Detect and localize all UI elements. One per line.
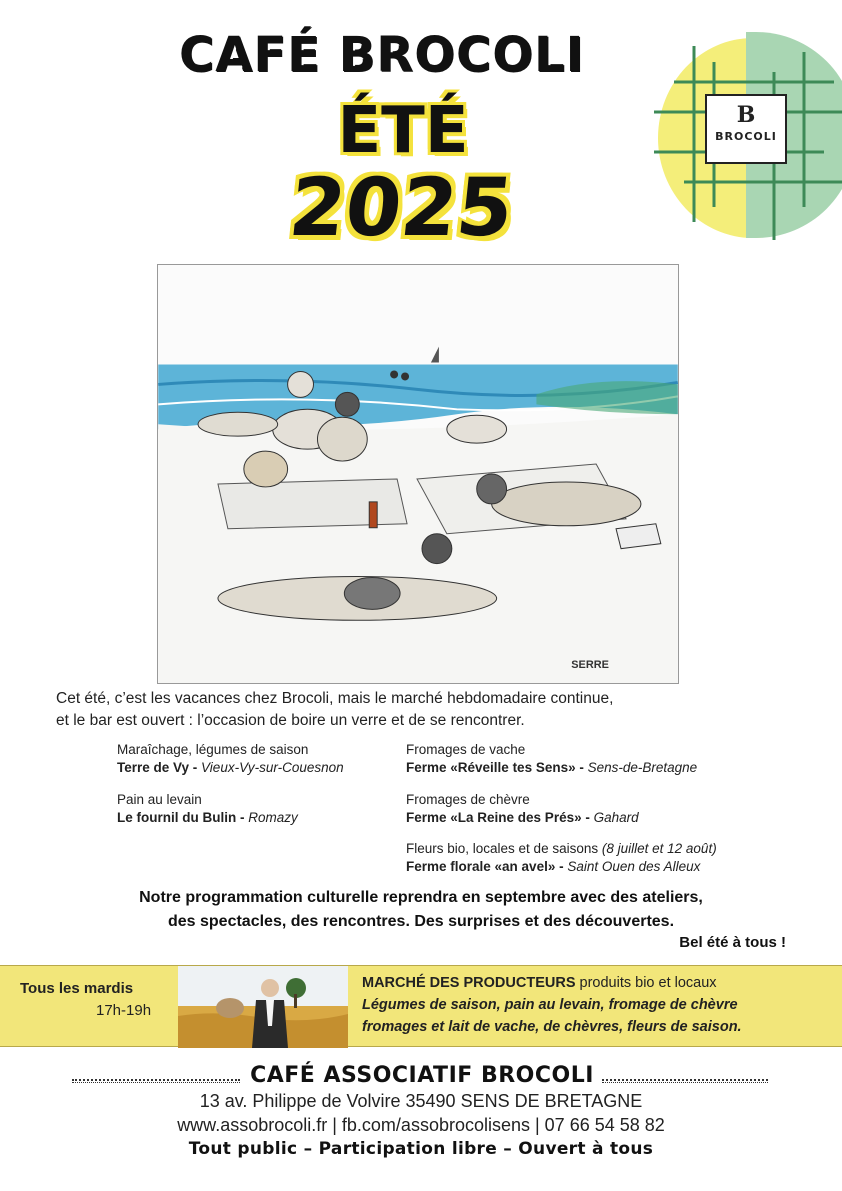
footer-address: 13 av. Philippe de Volvire 35490 SENS DE BRETAGNE	[199, 1091, 643, 1111]
producer-separator: -	[236, 810, 249, 825]
market-details	[362, 972, 832, 1038]
market-subtitle: produits bio et locaux	[575, 975, 717, 991]
market-photo-image	[178, 966, 348, 1048]
market-band	[0, 965, 842, 1047]
producer-name: Terre de Vy	[117, 760, 190, 775]
footer-title-block	[72, 1063, 768, 1089]
producer-name: Ferme «La Reine des Prés»	[406, 810, 582, 825]
producer-item	[406, 840, 766, 876]
brocoli-logo	[654, 32, 842, 240]
producer-separator: -	[581, 810, 594, 825]
market-hours: 17h-19h	[96, 1002, 152, 1019]
illustration-signature: SERRE	[571, 659, 609, 672]
producer-place: Sens-de-Bretagne	[587, 760, 698, 775]
announcement	[60, 886, 782, 934]
producer-name: Le fournil du Bulin	[117, 810, 237, 825]
producer-place: Gahard	[593, 810, 639, 825]
producer-type: Pain au levain	[117, 792, 202, 807]
producer-note: (8 juillet et 12 août)	[601, 841, 717, 856]
market-photo	[178, 966, 348, 1048]
logo-letter: B	[736, 102, 756, 128]
intro-line-1: Cet été, c’est les vacances chez Brocoli, mais le marché hebdomadaire continue,	[56, 690, 614, 707]
beach-drawing	[158, 265, 678, 683]
market-line-2: fromages et lait de vache, de chèvres, fleurs de saison.	[362, 1019, 742, 1035]
beach-illustration	[157, 264, 679, 684]
announcement-line-1: Notre programmation culturelle reprendra en septembre avec des ateliers,	[139, 889, 703, 906]
producer-separator: -	[555, 859, 568, 874]
producer-place: Vieux-Vy-sur-Couesnon	[201, 760, 344, 775]
producer-item	[406, 741, 766, 777]
footer-title: CAFÉ ASSOCIATIF BROCOLI	[250, 1063, 594, 1088]
producer-place: Saint Ouen des Alleux	[567, 859, 701, 874]
producer-name: Ferme «Réveille tes Sens»	[406, 760, 576, 775]
producer-type: Fromages de vache	[406, 742, 526, 757]
market-line-1: Légumes de saison, pain au levain, fromage de chèvre	[362, 997, 738, 1013]
logo-badge	[705, 94, 787, 164]
season-heading: ÉTÉ	[337, 94, 469, 168]
producer-separator: -	[189, 760, 202, 775]
footer-contacts: www.assobrocoli.fr | fb.com/assobrocolisens | 07 66 54 58 82	[177, 1115, 665, 1135]
footer-tagline: Tout public – Participation libre – Ouvert à tous	[188, 1139, 654, 1159]
footer-divider-left	[72, 1079, 240, 1083]
year-heading: 2025	[285, 161, 518, 254]
producer-name: Ferme florale «an avel»	[406, 859, 556, 874]
market-day: Tous les mardis	[20, 980, 134, 997]
page-title: CAFÉ BROCOLI	[180, 28, 586, 84]
producer-place: Romazy	[248, 810, 298, 825]
market-title: MARCHÉ DES PRODUCTEURS	[362, 975, 576, 991]
producer-separator: -	[575, 760, 588, 775]
producer-item	[406, 791, 766, 827]
producer-type: Maraîchage, légumes de saison	[117, 742, 309, 757]
intro-line-2: et le bar est ouvert : l’occasion de boire un verre et de se rencontrer.	[56, 712, 525, 729]
announcement-line-2: des spectacles, des rencontres. Des surprises et des découvertes.	[167, 913, 675, 930]
footer-divider-right	[602, 1079, 768, 1083]
logo-name: BROCOLI	[715, 130, 777, 143]
producer-type: Fleurs bio, locales et de saisons	[406, 841, 599, 856]
intro-text	[56, 688, 796, 732]
producer-type: Fromages de chèvre	[406, 792, 530, 807]
summer-wish: Bel été à tous !	[679, 934, 786, 951]
